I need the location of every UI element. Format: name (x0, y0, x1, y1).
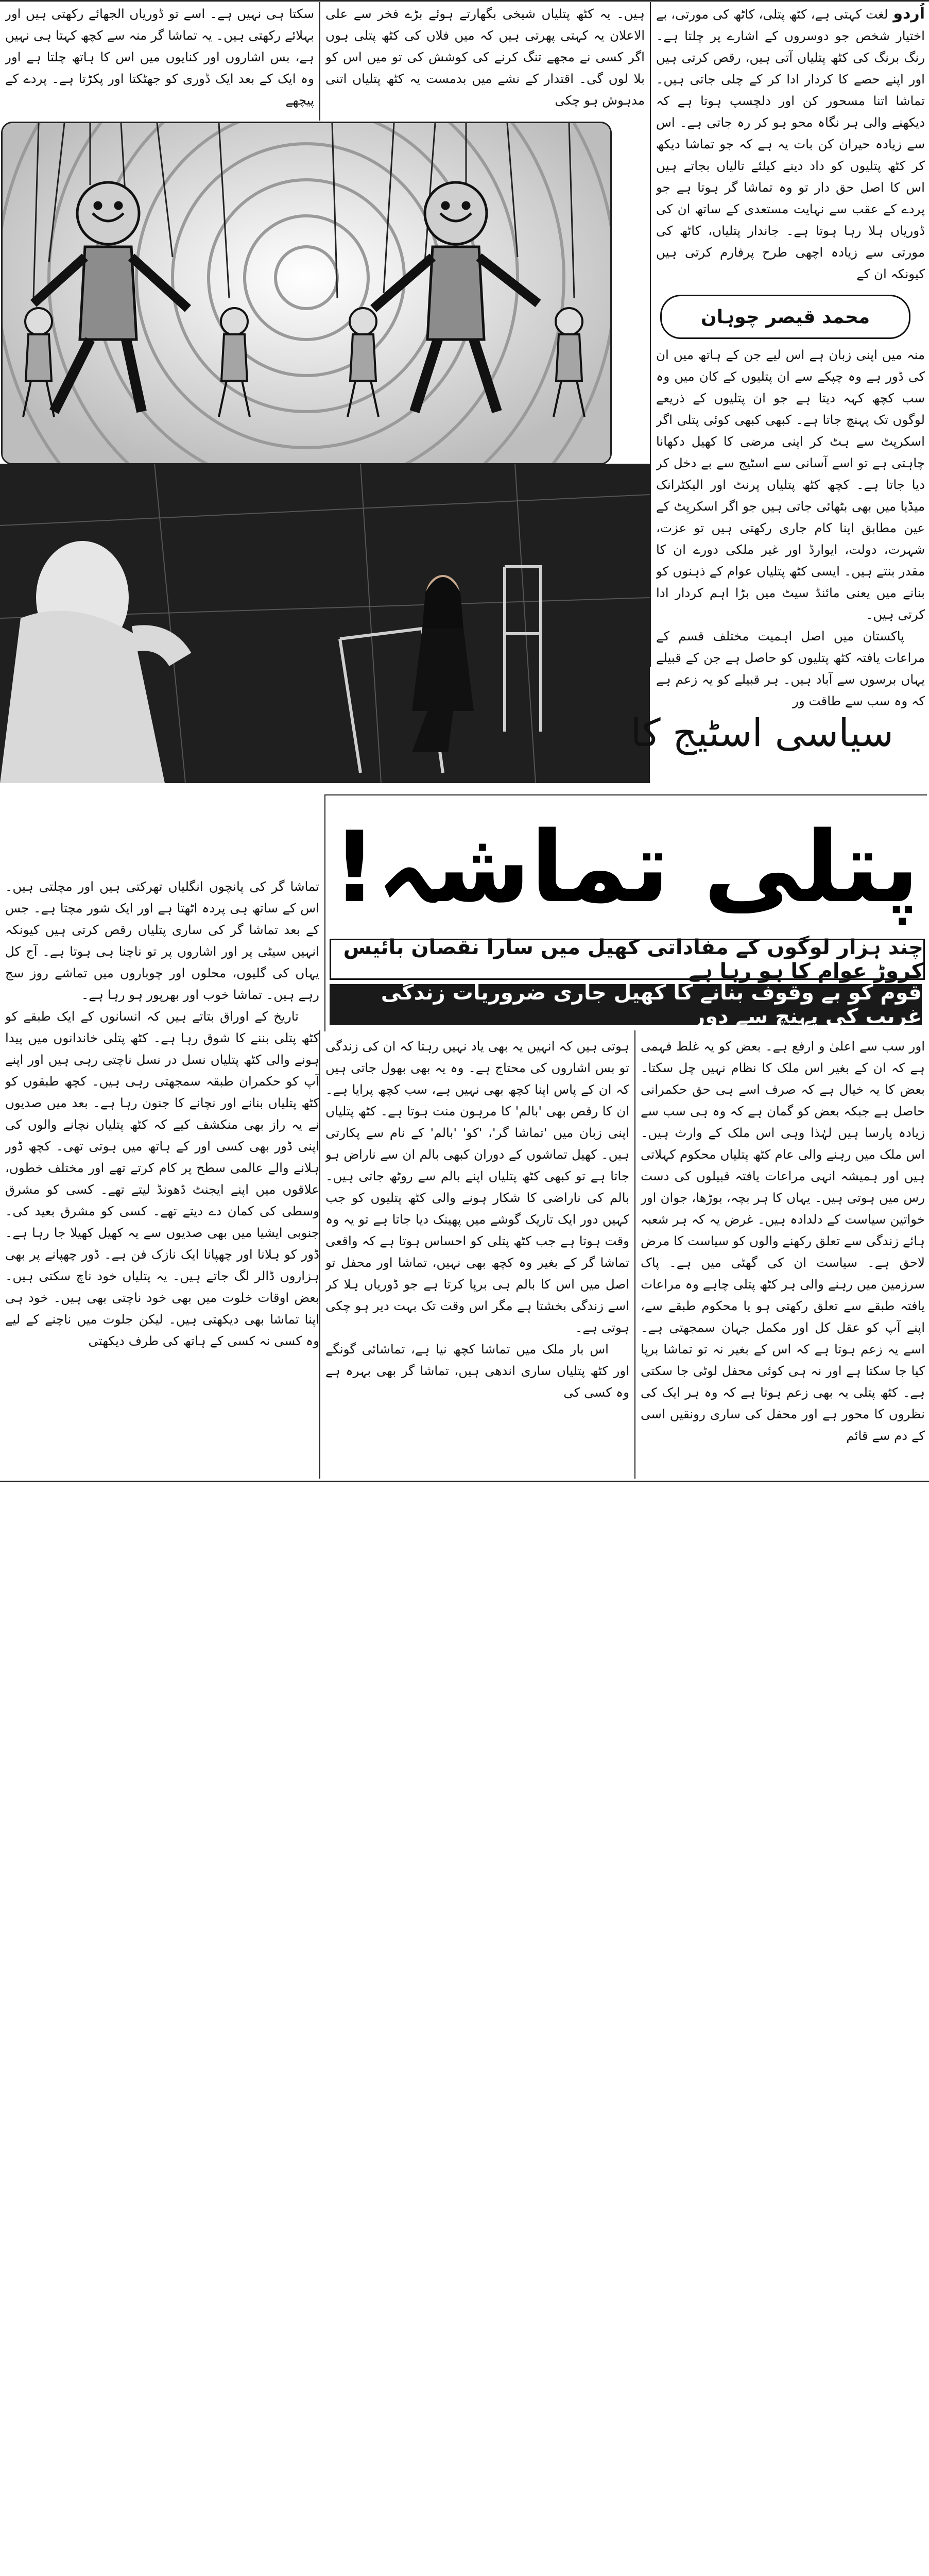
article-column-mid-lower (325, 1036, 629, 1479)
paragraph (656, 3, 925, 285)
subheadline-1: چند ہزار لوگوں کے مفاداتی کھیل میں سارا نقصان بائیس کروڑ عوام کا ہو رہا ہے (330, 939, 925, 980)
paragraph: تماشا گر کی پانچوں انگلیاں تھرکتی ہیں اور مچلتی ہیں۔ اس کے ساتھ ہی پردہ اٹھتا ہے اور ایک شور مچتا ہے۔ جس کے بعد تماشا گر کی ساری پتلیاں رقص کرتی ہیں کیونکہ انہیں سیٹی پر اور اشاروں پر تو ناچنا ہی ہوتا ہے۔ آج کل یہاں کی گلیوں، محلوں اور چوباروں میں تماشے روز سج رہے ہیں۔ تماشا خوب اور بھرپور ہو رہا ہے۔ (5, 879, 319, 1002)
column-divider (650, 2, 651, 667)
paragraph: ہیں۔ یہ کٹھ پتلیاں شیخی بگھارتے ہوئے بڑے فخر سے علی الاعلان یہ کہتی پھرتی ہیں کہ میں فلاں کی کٹھ پتلی ہوں اگر کسی نے مجھے تنگ کرنے کی کوشش کی تو میں اس کو بلا لوں گی۔ اقتدار کے نشے میں بدمست یہ کٹھ پتلیاں اتنی مدہوش ہو چکی (325, 6, 645, 108)
paragraph: ہوتی ہیں کہ انہیں یہ بھی یاد نہیں رہتا کہ ان کی زندگی تو بس اشاروں کی محتاج ہے۔ وہ یہ بھی بھول جاتی ہیں کہ ان کے پاس اپنا کچھ بھی نہیں ہے، سب کچھ پرایا ہے۔ ان کا رقص بھی 'بالم' کا مرہون منت ہوتا ہے۔ کٹھ پتلیاں اپنی زبان میں 'تماشا گر'، 'کو' 'بالم' کے نام سے پکارتی ہیں۔ کھیل تماشوں کے دوران کبھی بالم ان سے ناراض ہو جاتا ہے تو کبھی کٹھ پتلیاں اپنے بالم سے روٹھ جاتی ہیں۔ بالم کی ناراضی کا شکار ہونے والی کٹھ پتلیوں کو جب کہیں دور ایک تاریک گوشے میں پھینک دیا جاتا ہے تو یہ وہ وقت ہوتا ہے جب کٹھ پتلی کو احساس ہوتا ہے کہ واقعی تماشا گر کے بغیر وہ کچھ بھی نہیں، تماشا اور محفل تو اصل میں اس کا بالم ہی برپا کرتا ہے جو ڈوریاں ہلا کر اسے زندگی بخشتا ہے مگر اس وقت تک بہت دیر ہو چکی ہوتی ہے۔ (325, 1039, 629, 1335)
main-headline: پتلی تماشہ! (332, 810, 919, 924)
paragraph: سکتا ہی نہیں ہے۔ اسے تو ڈوریاں الجھائے رکھتی ہیں اور بہلائے رکھتی ہیں۔ یہ تماشا گر منہ سے کچھ کہتا ہی نہیں ہے، بس اشاروں اور کنایوں میں اس کا ہاتھ چلتا ہے اور وہ ایک کے بعد ایک ڈوری کو جھٹکتا اور پکڑتا ہے۔ پردے کے پیچھے (5, 6, 314, 108)
paragraph: تاریخ کے اوراق بتاتے ہیں کہ انسانوں کے ایک طبقے کو کٹھ پتلی بننے کا شوق رہا ہے۔ کٹھ پتلی خاندانوں میں پیدا ہونے والی کٹھ پتلیاں نسل در نسل ناچتی رہی ہیں اور اپنے آپ کو حکمران طبقہ سمجھتی رہی ہیں۔ کچھ طبقوں کو کٹھ پتلیاں بنانے اور نچانے کا جنون رہا ہے۔ بعد میں صدیوں نے یہ راز بھی منکشف کیے کہ کٹھ پتلیاں نچانے والوں کی اپنی ڈور بھی کسی اور کے ہاتھ میں ہوتی تھی۔ کچھ ڈور ہلانے والے عالمی سطح پر کام کرتے تھے اور مختلف خطوں، علاقوں میں اپنے ایجنٹ ڈھونڈ لیتے تھے۔ کسی کو مشرق وسطی کی کمان دے دیتے تھے۔ کسی کو مشرق بعید کی۔ جنوبی ایشیا میں بھی صدیوں سے یہ کھیل کھیلا جا رہا ہے۔ ڈور کو ہلانا اور چھپانا ایک نازک فن ہے۔ ڈور چھپانے پر بھی ہزاروں ڈالر لگ جاتے ہیں۔ یہ پتلیاں خود ناچ سکتی ہیں۔ بعض اوقات خلوت میں بھی خود ناچتی بھی ہیں۔ خود ہی اپنا تماشا بھی دیکھتی ہیں۔ لیکن جلوت میں ناچنے کے لیے وہ کسی نہ کسی کے ہاتھ کی طرف دیکھتی (5, 1009, 319, 1348)
article-column-top-left (5, 3, 314, 119)
top-rule (0, 0, 929, 2)
paragraph: منہ میں اپنی زبان ہے اس لیے جن کے ہاتھ میں ان کی ڈور ہے وہ چپکے سے ان پتلیوں کے کان میں وہ سب کچھ کہہ دیتا ہے جو ان پتلیوں کے ذریعے لوگوں تک پہنچ جاتا ہے۔ کبھی کبھی کوئی پتلی اگر اسکرپٹ سے ہٹ کر اپنی مرضی کا کھیل دکھانا چاہتی ہے تو اسے آسانی سے اسٹیج سے بے دخل کر دیا جاتا ہے۔ کچھ کٹھ پتلیاں پرنٹ اور الیکٹرانک میڈیا میں بھی بٹھائی جاتی ہیں جو اگر اسکرپٹ کے عین مطابق اپنا کام جاری رکھتی ہیں تو عزت، شہرت، دولت، ایوارڈ اور غیر ملکی دورے ان کا مقدر بنتے ہیں۔ ایسی کٹھ پتلیاں عوام کے ذہنوں کو بنانے میں یعنی مائنڈ سیٹ میں بڑا اہم کردار ادا کرتی ہیں۔ (656, 347, 925, 622)
article-column-top-mid (325, 3, 645, 119)
article-column-left-lower (5, 876, 319, 1479)
paragraph: اس بار ملک میں تماشا کچھ نیا ہے، تماشائی گونگے اور کٹھ پتلیاں ساری اندھی ہیں، تماشا گر بھی بہرہ ہے وہ کسی کی (325, 1342, 629, 1400)
puppet-cartoon-svg (3, 123, 610, 463)
puppet-photo-svg (0, 464, 650, 783)
paragraph: پاکستان میں اصل اہمیت مختلف قسم کے مراعات یافتہ کٹھ پتلیوں کو حاصل ہے جن کے قبیلے یہاں برسوں سے آباد ہیں۔ ہر قبیلے کو یہ زعم ہے کہ وہ سب سے طاقت ور (656, 629, 925, 708)
author-byline: محمد قیصر چوہان (660, 295, 910, 339)
paragraph: اور سب سے اعلیٰ و ارفع ہے۔ بعض کو یہ غلط فہمی ہے کہ ان کے بغیر اس ملک کا نظام نہیں چل سکتا۔ بعض کا یہ خیال ہے کہ صرف اسے ہی حق حکمرانی حاصل ہے جبکہ بعض کو گمان ہے کہ وہ ہی سب سے زیادہ پارسا ہیں لہٰذا وہی اس ملک کے وارث ہیں۔ اس ملک میں رہنے والی عام کٹھ پتلیاں محکوم کہلاتی ہیں اور ہمیشہ انہی مراعات یافتہ قبیلوں کی دست رس میں ہوتی ہیں۔ یہاں کا ہر بچہ، بوڑھا، جوان اور خواتین سیاست کے دلدادہ ہیں۔ غرض یہ کہ ہر شعبہ ہائے زندگی سے تعلق رکھنے والوں کو سیاست کا مرض لاحق ہے۔ سیاست ان کی گھٹی میں ہے۔ پاک سرزمین میں رہنے والی ہر کٹھ پتلی چاہے وہ مراعات یافتہ طبقے سے تعلق رکھتی ہو یا محکوم طبقے سے، اپنے آپ کو عقل کل اور مکمل جہان سمجھتی ہے۔ اسے یہ زعم ہوتا ہے کہ اس کے بغیر نہ تو تماشا برپا کیا جا سکتا ہے اور نہ ہی کوئی محفل لوٹی جا سکتی ہے۔ کٹھ پتلی یہ بھی زعم ہوتا ہے کہ وہ ہر ایک کی نظروں کا محور ہے اور محفل کی ساری رونقیں اسی کے دم سے قائم (641, 1039, 925, 1443)
article-column-right-top (656, 3, 925, 292)
column-divider (319, 1030, 320, 1479)
column-divider (634, 1030, 635, 1479)
puppet-cartoon-illustration (1, 122, 612, 465)
puppet-woman-photo (0, 464, 650, 783)
paragraph-text: لغت کہتی ہے، کٹھ پتلی، کاٹھ کی مورتی، بے اختیار شخص جو دوسروں کے اشارے پر چلتا ہے۔ رنگ برنگ کی کٹھ پتلیاں آتی ہیں، رقص کرتی ہیں اور اپنے حصے کا کردار ادا کر کے چلی جاتی ہیں۔ تماشا اتنا مسحور کن اور دلچسپ ہوتا ہے کہ دیکھنے والی ہر نگاہ محو ہو کر رہ جاتی ہے۔ اس سے زیادہ حیران کن بات یہ ہے کہ جو تماشا دیکھ کر کٹھ پتلیوں کو داد دینے کیلئے تالیاں بجاتے ہیں اس کا اصل حق دار تو وہ تماشا گر ہوتا ہے جو پردے کے عقب سے نہایت مستعدی کے ساتھ ان کی ڈوریاں ہلا رہا ہوتا ہے۔ جاندار پتلیاں، کاٹھ کی مورتی سے زیادہ اچھی طرح پرفارم کرتی ہیں کیونکہ ان کے (656, 7, 925, 281)
headline-frame-top (324, 794, 927, 795)
headline-kicker: سیاسی اسٹیج کا (630, 711, 894, 755)
section-tag: اُردو (893, 5, 925, 23)
page-footer (0, 1484, 929, 1529)
subheadline-2: قوم کو بے وقوف بنانے کا کھیل جاری ضروریات زندگی غریب کی پہنچ سے دور (330, 984, 922, 1025)
article-column-right-lower (641, 1036, 925, 1479)
footer-rule (0, 1481, 929, 1482)
column-divider (319, 2, 320, 121)
